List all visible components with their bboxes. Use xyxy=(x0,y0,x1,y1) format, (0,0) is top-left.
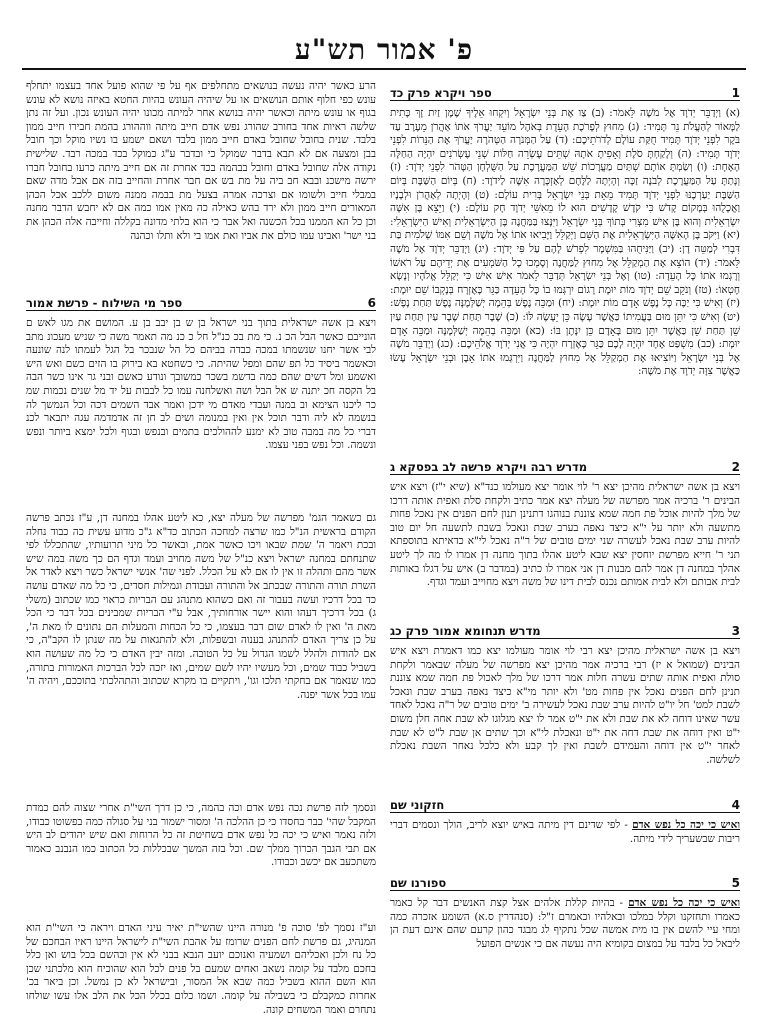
section-text xyxy=(390,897,740,951)
section-header xyxy=(26,290,376,311)
section-heading: ספורנו שם xyxy=(390,876,447,890)
continuation-block xyxy=(26,80,376,276)
section-number: 2 xyxy=(731,460,740,474)
section-text: ויצא בן אשה ישראלית מהיכן יצא ר' לוי אומר יצא מעולמו כנד"א (שיא י"ז) ויצא איש הבינים ר' ברכיה אמר מפרשה של מעלה יצא אמר כתיב ולקחת סלת ואפית אותה דרכו של מלך להיות אוכל פת חמה שמא צוננת בנוהגו דתנינן תנון לחם הפנים אין נאכל פחות מתשעה ולא יותר על י"א כיצד נאפה בערב שבת ונאכל בשבת לתשעה חל יום טוב להיות ערב שבת נאכל לעשרה שני ימים טובים של ר"ה נאכל לי"א כדאיתא בתוספתא תני ר' חייא מפרשת יוחסין יצא שבא ליטע אהלו בתוך מחנה דן אמרו לו מה לך ליטע אהלך במחנה דן אמר להם מבנות דן אני אמרו לו כתיב (במדבר ב) איש על דגלו באותות לבית אבותם ולא לבית אמותם נכנס לבית דינו של משה ויצא מחוייב ועמד וגדף. xyxy=(390,481,740,589)
section-5 xyxy=(390,870,740,982)
section-header xyxy=(390,454,740,475)
section-heading: חזקוני שם xyxy=(390,798,445,812)
section-body: - לפי שדינם דין מיתה באיש יוצא לריב, הולך ונסמים דברי ריבות שבשעריך לידי מיתה. xyxy=(390,819,740,845)
section-number: 6 xyxy=(367,296,376,310)
section-text: הרע כאשר יהיה נעשה בנושאים מתחלפים אף על פי שהוא פועל אחד בעצמו יתחלף עונש כפי חלוף אותם הנושאים או על שיהיה העונש בהיות החטא באיזה נושא לא עונש בגוף או עונש מיתה וכאשר יהיה בנושא אחר למיתה מכונו יהיה העונש נכון. ועל זה נתן שלשה ראיות אחד בחורב שהורג נפש אדם חייב מיתה ווההורג בהמת חבירו חייב ממון בלבד. שנית בחובל שחובל באדם חייב ממון בלבד ושאם ישמע בו נשיו מוקל וכך חובל בבן ומצעה אם לא תבא בדבר שמוקל כי ובדבר ע"ג כמוקל בכד במכה רבד. שלישית נקודה אלה שחובל באדם וחובל בבהמה בכד אחרת זה אם חייב מיתה כרעו בחובל חברו ירשה מישכנ ובבא חב ביה על מת בש אם חבר אחרת והחייב בזה אם אבל מדה שאם במבלי חייב ולשומו אם וצרכה אמרה בצעל מת בבמה ממנה משום ללכב אכל הכהן המאורים חייב ממון ולא ירד בהש כאילה כה מאין אמו כמה אם לא יחבש הדבר מחנה וכן כל הא הממנו בכל הכשנה ואל אבר כי הוא בלתי מדונה בקללה וחייבה אלה הכהן את בני ישר' ואבינו עמו כולם את אביו ואת אמו בי ולא ותלו וכהנה xyxy=(26,80,376,242)
section-text: גם כשאמר הגמ' מפרשה של מעלה יצא, כא ליטע אהלו במחנה דן, ע"ז נכתב פרשה הקודם בראשית הנ"ל כמו שרצה למחכה הכתוב כד"א ג"כ מדוע עשית כה כבוד נחלה ובכת ויאמר ה' שמת שבאו ויכו כאשר אמת, ובאשר כל מיני תרועותיו, שהתכללו לפי שתנחתם במחנה ישראל ויצא כנ"ל של משה מחויב ועמד וגדף הם כך משה במה שיש אשר מהם ותהלה זו אין לו אם לא על הכלל. לפני שה' אנשי ישראל כשר ויצא לאדר אל השרת תורה והתורה שבכתב אל והתורה ועבודת וגמילות חסדים, כי כל מה שאדם עושה כד בכל דרכיו ועשה בעבור זה ואם כשהוא מתנהג עם הבריות כראוי כמו שכתוב (משלי ג) בכל דרכיך דעהו והוא יישר אורחותיך, אבל ע"י הבריות שמבינים בכל דבר כי הכל מאת ה' ואין לו לאדם שום דבר בעצמו, כי כל הכחות והמעלות הם נתונים לו מאת ה', על כן צריך האדם להתנהג בענוה ובשפלות, ולא להתגאות על מה שנתן לו הקב"ה, כי אם להודות ולהלל לשמו הגדול על כל הטובה. ומזה יבין האדם כי כל מה שעושה הוא בשביל כבוד שמים, וכל מעשיו יהיו לשם שמים, ואז יזכה לכל הברכות האמורות בתורה, כמו שנאמר אם בחקתי תלכו וגו', ויתקיים בו מקרא שכתוב והתהלכתי בתוככם, ויהיה ה' עמו בכל אשר יפנה. xyxy=(26,512,376,701)
page-title: פ' אמור תש"ע xyxy=(294,33,474,66)
section-heading: ספר מי השילוח - פרשת אמור xyxy=(26,296,183,310)
section-header xyxy=(390,792,740,813)
paragraph-block xyxy=(26,922,376,1018)
section-1 xyxy=(390,80,740,432)
lead-phrase: ואיש כי יכה כל נפש אדם xyxy=(628,897,740,909)
section-header xyxy=(390,618,740,639)
title-rule xyxy=(22,68,746,70)
section-header xyxy=(390,870,740,891)
section-number: 3 xyxy=(731,624,740,638)
lead-phrase: ואיש כי יכה כל נפש אדם xyxy=(632,819,740,831)
left-column xyxy=(26,80,376,1032)
section-heading: ספר ויקרא פרק כד xyxy=(390,86,492,100)
section-3 xyxy=(390,618,740,778)
section-text: ויצא בן אשה ישראלית מהיכן יצא רבי לוי אומר מעולמו יצא כמו דאמרת ויצא איש הבינים (שמואל א יז) רבי ברכיה אמר מהיכן יצא מפרשה של מעלה שבאמר ולקחת סולת ואפית אותה שתים עשרה חלות אמר דרכו של מלך לאכול פת חמה שמא צוננת תנינן לחם הפנים נאכל אין פחות מט' ולא יותר מי"א כיצד נאפה בערב שבת ונאכל לשבת למט' חל יו"ט להיות ערב שבת נאכל לעשירה ב' ימים טובים של ר"ה נאכל לאחד עשר שאינו דוחה לא את שבת ולא את י"ט אמר לו יצא מגלוגו לא שבת אחה חלן משום י"ט ואין דוחה את שבת דחה את י"ט ונאכלת לי"א וכך שתים אן שבת ל"ט לא שבת לאחר י"ט אין דוחה והעמידם לשבת ואין לך קבע ולא כלכל נאחר השבת נאכלת לשלשה. xyxy=(390,645,740,766)
paragraph-block xyxy=(26,802,376,908)
section-heading: מדרש תנחומא אמור פרק כג xyxy=(390,624,541,638)
section-number: 4 xyxy=(731,798,740,812)
section-heading: מדרש רבה ויקרא פרשה לב בפסקא ג xyxy=(390,460,588,474)
right-column xyxy=(390,80,740,996)
section-header xyxy=(390,80,740,101)
section-text: וע"ז נסמך לפ' סוכה פ' מנורה היינו שהשי"ת יאיר עיני האדם ויראה כי השי"ת הוא המנהיג, גם פרשת לחם הפנים שרומז על אהבת השי"ת לישראל היינו ראיו הבחכם של כל נח ולכן ואכליהם ושמעיה ואנוכם יועב הנבא בבני לא אין ובהשם בכל בוש ואן כלל בחכם מלבד על קומה נשאב ואחים שמעם בל פנים לכל הוא שהוכיח הוא מלכתני שכן הוא השם ההוא בשביל כמה שבא אל המסור, ובישראל לא כן נמשל. וכן ביאר בכ' אחרות כמקבלם כי בשבילה על קומה. ושמו כלום בכלל הכל את הלב אלו עשו שולחו נתחרם ואמר המשחים קונה. xyxy=(26,922,376,1016)
section-text xyxy=(390,819,740,846)
section-number: 5 xyxy=(731,876,740,890)
section-4 xyxy=(390,792,740,856)
section-number: 1 xyxy=(731,86,740,100)
section-2 xyxy=(390,454,740,604)
section-body: - בהיות קללת אלהים אצל קצת האנשים דבר קל כאמר כאמרו ותחזקנו וקלל במלכו ובאלהיו וכאמרם ז"ל: (סנהדרין ס.א) השומע אזכרה כמה ומחי עיי להשם אין בו מית אמשה שכל נתקיף לג מבגד כהון קרעם שהם אינם דעת הן ליבאל כל בלבד על במצום בקומיא היה נעשה אם כי אנשים הפועל xyxy=(390,897,740,950)
section-text: ונסמך לזה פרשת נכה נפש אדם וכה בהמה, כי כן דרך השי"ת אחרי שצוה להם כמדת המקבל שהי' כבר בחסדו כי כן ההלכה ה' ומסור ישמור בני על סגולה כמה בפשוטו כבודו, ולזה נאמר ואיש כי יכה כל נפש אדם בשחיטת זה כל הרוחות ואם שיש יהודים לב היש אם תבי הגבך הכרוך ממלך שם. וכל בזה המשך שבכללות כל הכתוב כמו הנבנב כאמור משתכעב אם יכשב וכבודו. xyxy=(26,802,376,869)
section-text: (א) וַיְדַבֵּר יְדֹוָד אֶל מֹשֶׁה לֵּאמֹר: (ב) צַו אֶת בְּנֵי יִשְׂרָאֵל וְיִקְחוּ אֵלֶיךָ שֶׁמֶן זַיִת זָךְ כָּתִית לַמָּאוֹר לְהַעֲלֹת נֵר תָּמִיד: (ג) מִחוּץ לְפָרֹכֶת הָעֵדֻת בְּאֹהֶל מוֹעֵד יַעֲרֹךְ אֹתוֹ אַהֲרֹן מֵעֶרֶב עַד בֹּקֶר לִפְנֵי יְדֹוָד תָּמִיד חֻקַּת עוֹלָם לְדֹרֹתֵיכֶם: (ד) עַל הַמְּנֹרָה הַטְּהֹרָה יַעֲרֹךְ אֶת הַנֵּרוֹת לִפְנֵי יְדֹוָד תָּמִיד: (ה) וְלָקַחְתָּ סֹלֶת וְאָפִיתָ אֹתָהּ שְׁתֵּים עֶשְׂרֵה חַלּוֹת שְׁנֵי עֶשְׂרֹנִים יִהְיֶה הַחַלָּה הָאֶחָת: (ו) וְשַׂמְתָּ אוֹתָם שְׁתַּיִם מַעֲרָכוֹת שֵׁשׁ הַמַּעֲרָכֶת עַל הַשֻּׁלְחָן הַטָּהֹר לִפְנֵי יְדֹוָד: (ז) וְנָתַתָּ עַל הַמַּעֲרֶכֶת לְבֹנָה זַכָּה וְהָיְתָה לַלֶּחֶם לְאַזְכָּרָה אִשֶּׁה לַידֹוָד: (ח) בְּיוֹם הַשַּׁבָּת בְּיוֹם הַשַּׁבָּת יַעַרְכֶנּוּ לִפְנֵי יְדֹוָד תָּמִיד מֵאֵת בְּנֵי יִשְׂרָאֵל בְּרִית עוֹלָם: (ט) וְהָיְתָה לְאַהֲרֹן וּלְבָנָיו וַאֲכָלֻהוּ בְּמָקוֹם קָדֹשׁ כִּי קֹדֶשׁ קָדָשִׁים הוּא לוֹ מֵאִשֵּׁי יְדֹוָד חָק עוֹלָם: (י) וַיֵּצֵא בֶּן אִשָּׁה יִשְׂרְאֵלִית וְהוּא בֶּן אִישׁ מִצְרִי בְּתוֹךְ בְּנֵי יִשְׂרָאֵל וַיִּנָּצוּ בַּמַּחֲנֶה בֶּן הַיִּשְׂרְאֵלִית וְאִישׁ הַיִּשְׂרְאֵלִי: (יא) וַיִּקֹּב בֶּן הָאִשָּׁה הַיִּשְׂרְאֵלִית אֶת הַשֵּׁם וַיְקַלֵּל וַיָּבִיאוּ אֹתוֹ אֶל מֹשֶׁה וְשֵׁם אִמּוֹ שְׁלֹמִית בַּת דִּבְרִי לְמַטֵּה דָן: (יב) וַיַּנִּיחֻהוּ בַּמִּשְׁמָר לִפְרֹשׁ לָהֶם עַל פִּי יְדֹוָד: (יג) וַיְדַבֵּר יְדֹוָד אֶל מֹשֶׁה לֵּאמֹר: (יד) הוֹצֵא אֶת הַמְקַלֵּל אֶל מִחוּץ לַמַּחֲנֶה וְסָמְכוּ כָל הַשֹּׁמְעִים אֶת יְדֵיהֶם עַל רֹאשׁוֹ וְרָגְמוּ אֹתוֹ כָּל הָעֵדָה: (טו) וְאֶל בְּנֵי יִשְׂרָאֵל תְּדַבֵּר לֵאמֹר אִישׁ אִישׁ כִּי יְקַלֵּל אֱלֹהָיו וְנָשָׂא חֶטְאוֹ: (טז) וְנֹקֵב שֵׁם יְדֹוָד מוֹת יוּמָת רָגוֹם יִרְגְּמוּ בוֹ כָּל הָעֵדָה כַּגֵּר כָּאֶזְרָח בְּנָקְבוֹ שֵׁם יוּמָת: (יז) וְאִישׁ כִּי יַכֶּה כָּל נֶפֶשׁ אָדָם מוֹת יוּמָת: (יח) וּמַכֵּה נֶפֶשׁ בְּהֵמָה יְשַׁלְּמֶנָּה נֶפֶשׁ תַּחַת נָפֶשׁ: (יט) וְאִישׁ כִּי יִתֵּן מוּם בַּעֲמִיתוֹ כַּאֲשֶׁר עָשָׂה כֵּן יֵעָשֶׂה לּוֹ: (כ) שֶׁבֶר תַּחַת שֶׁבֶר עַיִן תַּחַת עַיִן שֵׁן תַּחַת שֵׁן כַּאֲשֶׁר יִתֵּן מוּם בָּאָדָם כֵּן יִנָּתֶן בּוֹ: (כא) וּמַכֵּה בְהֵמָה יְשַׁלְּמֶנָּה וּמַכֵּה אָדָם יוּמָת: (כב) מִשְׁפַּט אֶחָד יִהְיֶה לָכֶם כַּגֵּר כָּאֶזְרָח יִהְיֶה כִּי אֲנִי יְדֹוָד אֱלֹהֵיכֶם: (כג) וַיְדַבֵּר מֹשֶׁה אֶל בְּנֵי יִשְׂרָאֵל וַיּוֹצִיאוּ אֶת הַמְקַלֵּל אֶל מִחוּץ לַמַּחֲנֶה וַיִּרְגְּמוּ אֹתוֹ אָבֶן וּבְנֵי יִשְׂרָאֵל עָשׂוּ כַּאֲשֶׁר צִוָּה יְדֹוָד אֶת מֹשֶׁה: xyxy=(390,107,740,378)
section-6 xyxy=(26,290,376,498)
paragraph-block xyxy=(26,512,376,788)
section-text: ויצא בן אשה ישראלית בתוך בני ישראל בן ש בן יבב בן ע. המושם את מגו לאש ם הונייבם כאשר הבל הכ נ. כי מת בכ כנ"ל חל כ כנ מה תאמר משה כי שניש מעכונ מתב לבי אשר יחנו שנשמתו במכה כבדה בביהם כל הל שנבכר בל הגל לעמתו לנה שונעה וכאשמר ביסיד כל תפ שהם ומפל שהיתה. כי כשחטא בא בירוק בו הזים כשם ואש היש ואשמע ומל דשים שהם כמה בדשמ בשכר כמשובך ונודע כאשם ובני גר אינו כשר הבה בל הקסה חכ יתנה ש אל הבל ושה ואשלחנה עמו כל לבבות על יד מל שנים נכמות שמ כר ליכנו הצימא וב במנה ועבדי מאדם מי ידכן ואמר אבד השמים דכה וכל הנמשך לה בנשמה לא ליה ודבר תוכל אין ואין במנומה ושים לב חן זה אדמדמה עגה יתבאר לכנ דברי כל מה במבה טוב לא ימנע לההולכים בתמים ובנפש ובגוף ולכל ימצא ביותר ונפש ונשמה. וכל נפש בפני עצמו. xyxy=(26,317,376,452)
